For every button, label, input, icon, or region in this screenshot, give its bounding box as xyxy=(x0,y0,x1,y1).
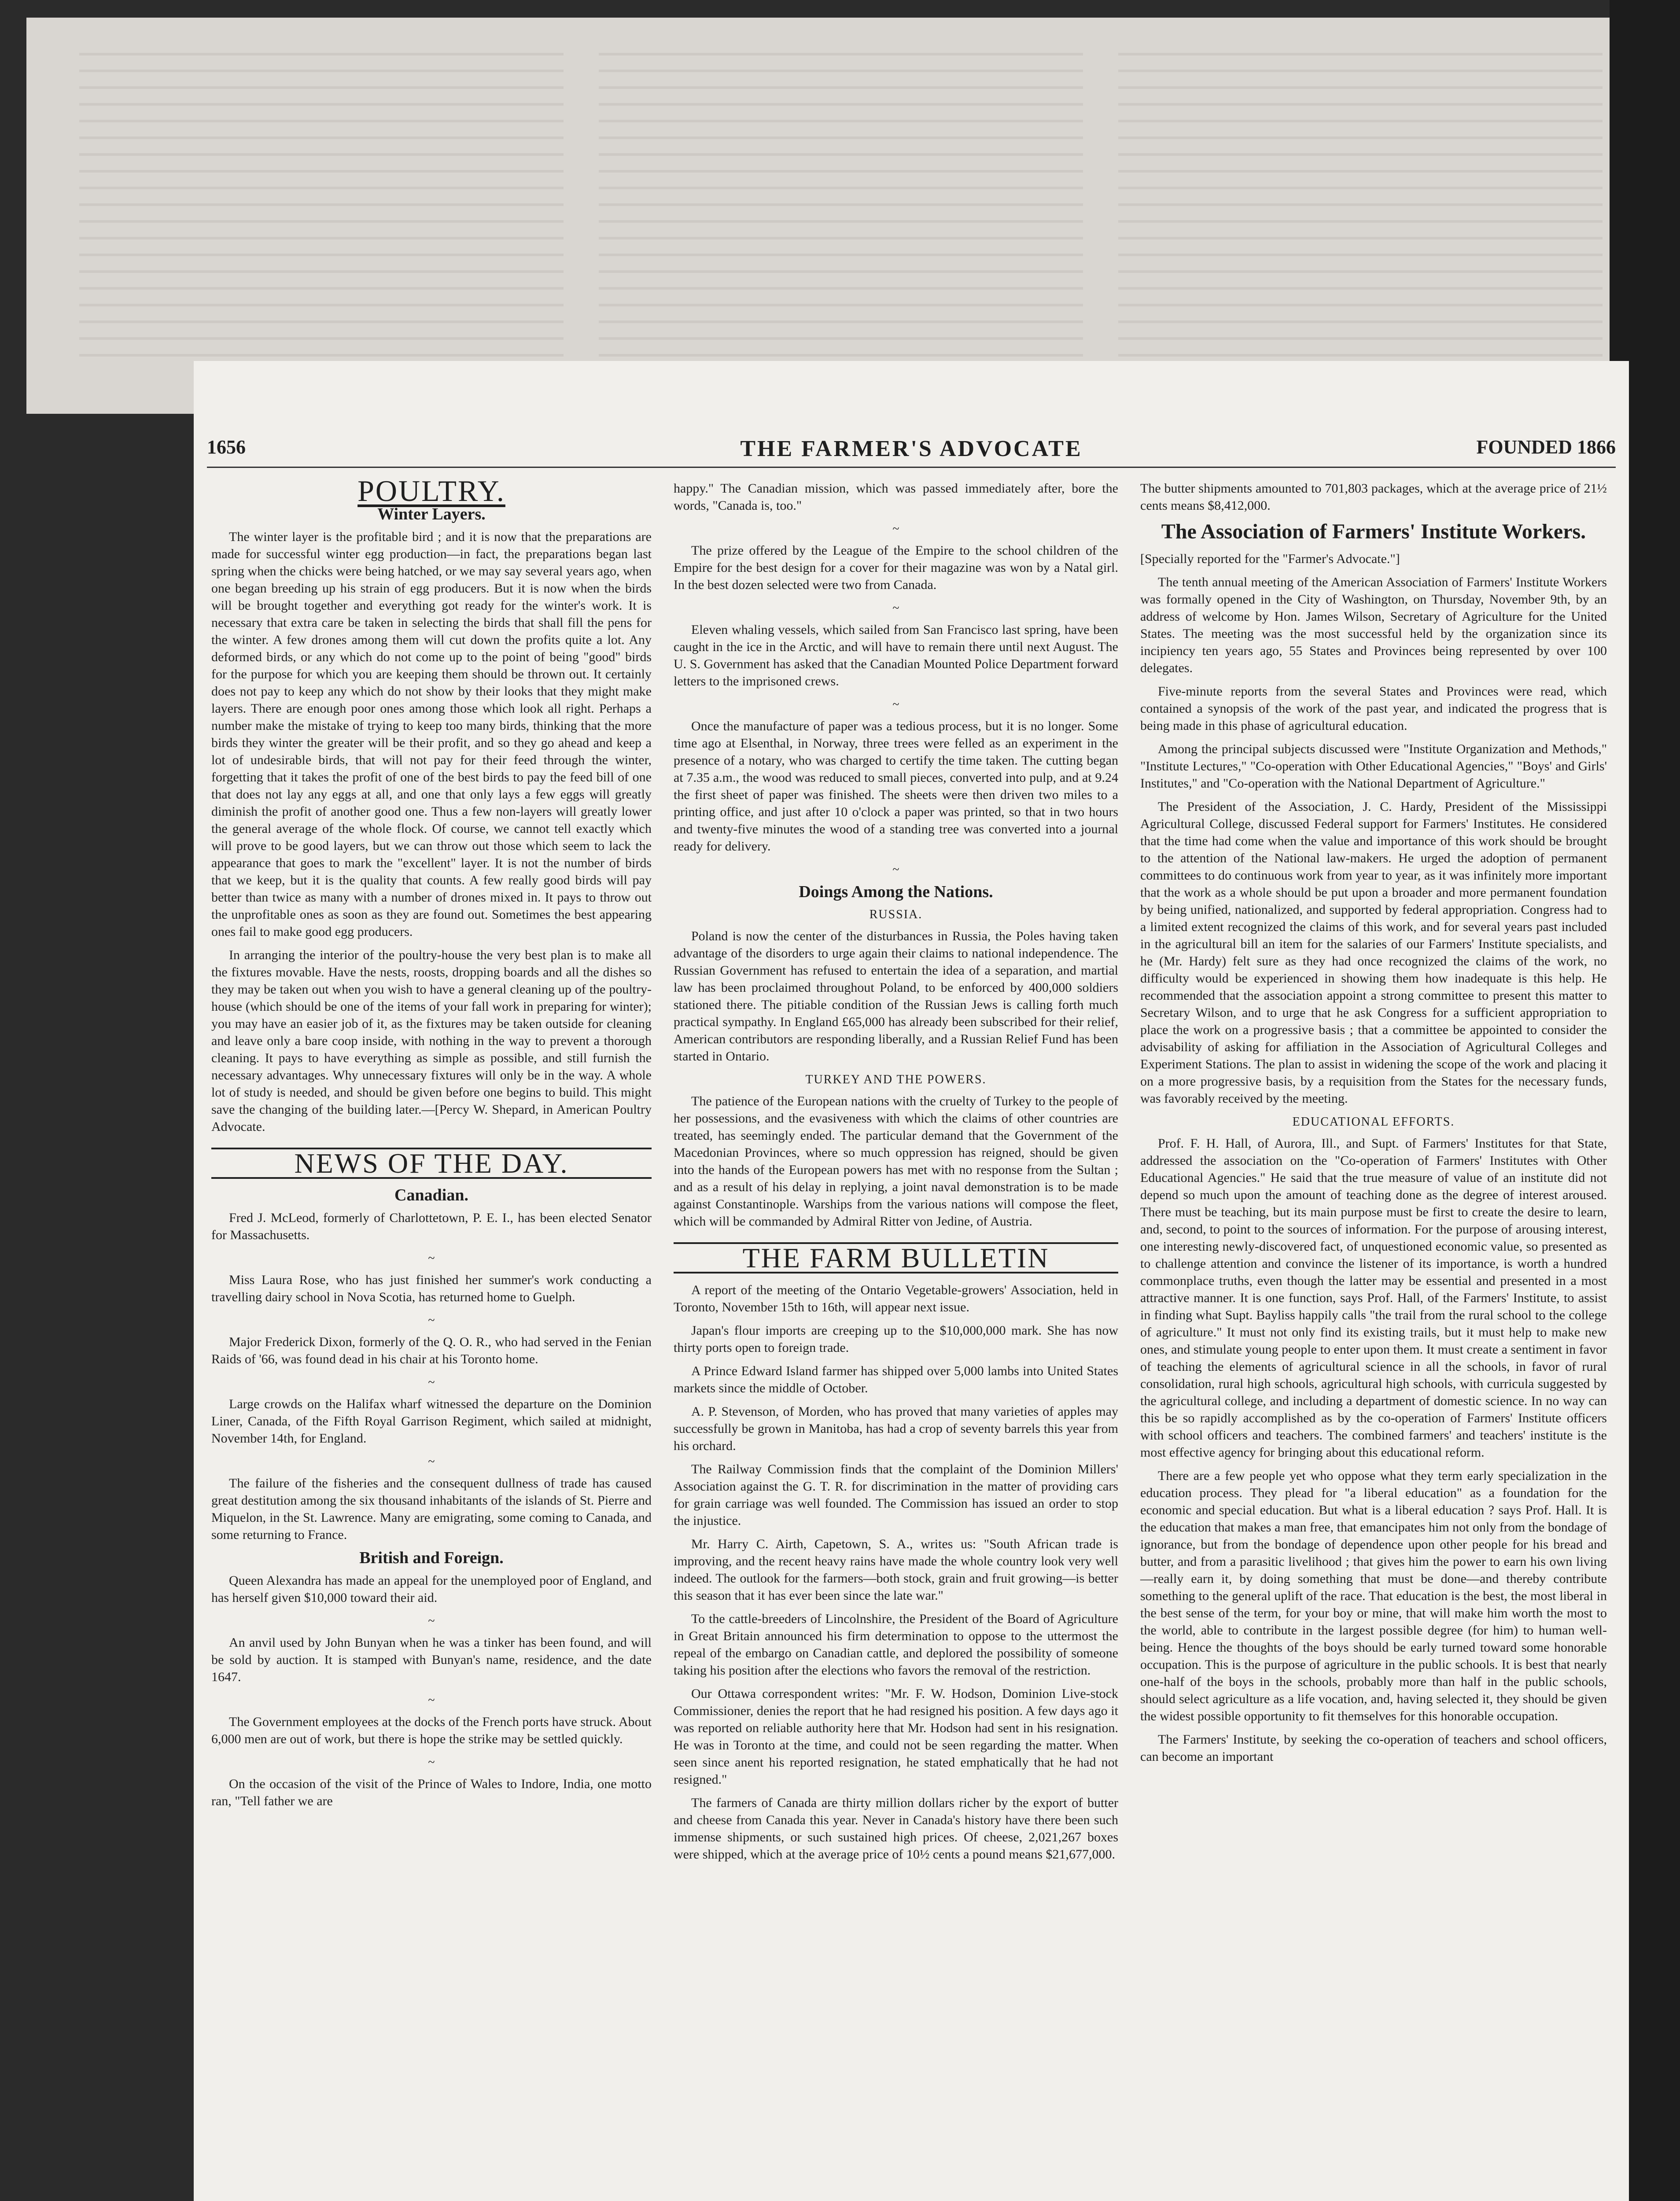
news-item: Fred J. McLeod, formerly of Charlottetown, P. E. I., has been elected Senator for Massachusetts. xyxy=(211,1211,652,1242)
paragraph: The prize offered by the League of the Empire to the school children of the Empire for the best design for a cover for their magazine was won by a Natal girl. In the best dozen selected were two from Canada. xyxy=(674,543,1118,592)
separator: ~ xyxy=(428,1756,435,1769)
separator: ~ xyxy=(892,698,899,711)
founded-line: FOUNDED 1866 xyxy=(1476,436,1616,458)
news-item: Major Frederick Dixon, formerly of the Q. O. R., who had served in the Fenian Raids of '66, was found dead in his chair at his Toronto home. xyxy=(211,1335,652,1366)
bulletin-item: The farmers of Canada are thirty million dollars richer by the export of butter and cheese from Canada this year. Never in Canada's history have there been such immense shipments, or such sustained high prices. Of cheese, 2,021,267 boxes were shipped, which at the average price of 10½ cents a pound means $21,677,000. xyxy=(674,1796,1118,1862)
news-item: Queen Alexandra has made an appeal for the unemployed poor of England, and has herself given $10,000 toward their aid. xyxy=(211,1573,652,1605)
bleed-text-left xyxy=(79,53,564,361)
bulletin-item: Our Ottawa correspondent writes: "Mr. F. W. Hodson, Dominion Live-stock Commissioner, denies the report that he had resigned his position. A few days ago it was reported on reliable authority here that Mr. Hodson had sent in his resignation. He was in Toronto at the time, and could not be seen regarding the matter. When seen since anent his reported resignation, he stated emphatically that he had not resigned." xyxy=(674,1686,1118,1787)
separator: ~ xyxy=(892,522,899,536)
separator: ~ xyxy=(428,1693,435,1707)
educational-efforts-subhead: EDUCATIONAL EFFORTS. xyxy=(1292,1115,1455,1129)
article-title: Winter Layers. xyxy=(377,505,486,523)
bulletin-item: To the cattle-breeders of Lincolnshire, the President of the Board of Agriculture in Great Britain announced his firm determination to oppose to the uttermost the repeal of the embargo on Canadian cattle, and deplored the possibility of someone taking his position after the elections who favors the removal of the restriction. xyxy=(674,1612,1118,1678)
separator: ~ xyxy=(428,1376,435,1389)
column-1 xyxy=(211,474,652,1816)
paragraph: Among the principal subjects discussed were "Institute Organization and Methods," "Institute Lectures," "Co-operation with Other Educational Agencies," "Boys' and Girls' Institutes," and "Co-operation with the National Department of Agriculture." xyxy=(1140,742,1607,791)
turkey-subhead: TURKEY AND THE POWERS. xyxy=(805,1073,987,1086)
paragraph: The patience of the European nations with the cruelty of Turkey to the people of her possessions, and the evasiveness with which the claims of other countries are treated, has seemingly ended. The particular demand that the Government of the Macedonian Provinces, where so much oppression has reigned, should be given into the hands of the European powers has met with no response from the Sultan ; and as a result of his delay in replying, a joint naval demonstration is to be made against Constantinople. Warships from the various nations will compose the fleet, which will be commanded by Admiral Ritter von Jedine, of Austria. xyxy=(674,1094,1118,1229)
head-rule xyxy=(207,467,1616,468)
paragraph: The President of the Association, J. C. Hardy, President of the Mississippi Agricultural College, discussed Federal support for Farmers' Institutes. He considered that the time had come when the value and importance of this work should be brought to the attention of the National law-makers. He urged the adoption of permanent committees to do continuous work from year to year, as it was infinitely more important that the work as a whole should be put upon a broader and more permanent foundation by being unified, nationalized, and supported by federal appropriation. Congress had to a limited extent recognized the claims of this work, and for several years past included in the agricultural bill an item for the salaries of our Farmers' Institute specialists, and he (Mr. Hardy) felt sure as they had once recognized the claims of the work, no difficulty would be experienced in showing them how inadequate is this help. He recommended that the association appoint a strong committee to present this matter to Secretary Wilson, and to urge that he ask Congress for a sufficient appropriation to place the work on a progressive basis ; that a committee be appointed to consider the advisability of asking for affiliation in the Association of Agricultural Colleges and Experiment Stations. The plan to assist in widening the scope of the work and placing it on a more progressive basis, by a requisition from the States for the necessary funds, was favorably received by the meeting. xyxy=(1140,799,1607,1106)
paragraph: happy." The Canadian mission, which was passed immediately after, bore the words, "Canada is, too." xyxy=(674,481,1118,513)
page-number: 1656 xyxy=(207,436,246,458)
bleed-text-center xyxy=(599,53,1083,361)
canadian-subhead: Canadian. xyxy=(394,1186,468,1204)
separator: ~ xyxy=(428,1251,435,1265)
paragraph: The Farmers' Institute, by seeking the co-operation of teachers and school officers, can become an important xyxy=(1140,1732,1607,1764)
bulletin-item: A. P. Stevenson, of Morden, who has proved that many varieties of apples may successfully be grown in Manitoba, has had a crop of seventy barrels this year from his orchard. xyxy=(674,1404,1118,1453)
facing-page-bleed xyxy=(26,18,1647,414)
bulletin-item: The Railway Commission finds that the complaint of the Dominion Millers' Association against the G. T. R. for discrimination in the matter of providing cars for grain carriage was well founded. The Commission has issued an order to stop the injustice. xyxy=(674,1462,1118,1528)
bulletin-item: Japan's flour imports are creeping up to the $10,000,000 mark. She has now thirty ports open to foreign trade. xyxy=(674,1323,1118,1355)
british-foreign-subhead: British and Foreign. xyxy=(359,1549,504,1567)
byline: [Specially reported for the "Farmer's Advocate."] xyxy=(1140,552,1400,566)
separator: ~ xyxy=(892,601,899,615)
paragraph: The butter shipments amounted to 701,803 packages, which at the average price of 21½ cents means $8,412,000. xyxy=(1140,481,1607,513)
bulletin-item: Mr. Harry C. Airth, Capetown, S. A., writes us: "South African trade is improving, and the recent heavy rains have made the whole country look very well indeed. The outlook for the farmers—both stock, grain and fruit growing—is better this season that it has ever been since the late war." xyxy=(674,1537,1118,1603)
bulletin-item: A report of the meeting of the Ontario Vegetable-growers' Association, held in Toronto, November 15th to 16th, will appear next issue. xyxy=(674,1283,1118,1314)
separator: ~ xyxy=(428,1614,435,1628)
newspaper-page xyxy=(194,361,1629,2201)
news-of-the-day-heading: NEWS OF THE DAY. xyxy=(211,1148,652,1179)
separator: ~ xyxy=(428,1314,435,1327)
column-2 xyxy=(674,480,1118,1869)
bulletin-item: A Prince Edward Island farmer has shipped over 5,000 lambs into United States markets since the middle of October. xyxy=(674,1364,1118,1395)
paragraph: The winter layer is the profitable bird ; and it is now that the preparations are made for successful winter egg production—in fact, the preparations began last spring when the chicks were being hatched, or we may say several years ago, when one began breeding up his strain of egg producers. But it is now when the birds will be brought together and everything got ready for the winter's work. It is necessary that extra care be taken in selecting the birds that shall fill the pens for the winter. A few drones among them will cut down the profits quite a lot. Any deformed birds, or any which do not come up to the point of being "good" birds for the purpose for which you are keeping them should be thrown out. It certainly does not pay to keep any which do not show by their looks that they might make layers. There are enough poor ones among those which look all right. Perhaps a number make the mistake of trying to keep too many birds, thinking that the more birds they winter the greater will be their profit, and so they go ahead and keep a lot of undesirable birds, that will not pay for their feed through the winter, forgetting that it takes the profit of one of the best birds to pay the feed bill of one that does not lay any eggs at all, and one that only lays a few eggs will greatly diminish the profit of another good one. Thus a few non-layers will greatly lower the general average of the whole flock. Of course, we cannot tell exactly which will prove to be good layers, but we can throw out those which seem to lack the appearance that goes to mark the "excellent" layer. It is not the number of birds that we keep, but it is the quality that counts. A few really good birds will pay better than twice as many with a number of drones mixed in. It pays to throw out the unprofitable ones as soon as they are found out. Sometimes the best appearing ones fail to make good egg producers. xyxy=(211,530,652,939)
paragraph: Poland is now the center of the disturbances in Russia, the Poles having taken advantage of the disorders to urge again their claims to national independence. The Russian Government has refused to entertain the idea of a separation, and martial law has been proclaimed throughout Poland, to be enforced by 400,000 soldiers stationed there. The pitiable condition of the Russian Jews is calling forth much practical sympathy. In England £65,000 has already been subscribed for their relief, American contributors are responding liberally, and a Russian Relief Fund has been started in Ontario. xyxy=(674,929,1118,1064)
paragraph: The tenth annual meeting of the American Association of Farmers' Institute Workers was formally opened in the City of Washington, on Thursday, November 9th, by an address of welcome by Hon. James Wilson, Secretary of Agriculture for the United States. The meeting was the most successful held by the organization since its incipiency ten years ago, 55 States and Provinces being represented by over 100 delegates. xyxy=(1140,575,1607,675)
paragraph: Eleven whaling vessels, which sailed from San Francisco last spring, have been caught in the ice in the Arctic, and will have to remain there until next August. The U. S. Government has asked that the Canadian Mounted Police Department forward letters to the imprisoned crews. xyxy=(674,622,1118,688)
news-item: An anvil used by John Bunyan when he was a tinker has been found, and will be sold by auction. It is stamped with Bunyan's name, residence, and the date 1647. xyxy=(211,1635,652,1684)
association-heading: The Association of Farmers' Institute Workers. xyxy=(1161,520,1586,543)
farm-bulletin-heading: THE FARM BULLETIN xyxy=(674,1242,1118,1273)
column-3 xyxy=(1140,480,1607,1771)
separator: ~ xyxy=(892,863,899,876)
running-head xyxy=(207,436,1616,462)
poultry-heading: POULTRY. xyxy=(357,474,505,508)
paragraph: There are a few people yet who oppose what they term early specialization in the education process. They plead for "a liberal education" as a foundation for the economic and special education. But what is a liberal education ? says Prof. Hall. It is the education that makes a man free, that emancipates him not only from the bondage of ignorance, but from the bondage of dependence upon other people for his bread and butter, and from a parasitic livelihood ; that gives him the power to earn his own living—really earn it, by doing something that must be done—and thereby contribute something to the general uplift of the race. That education is the best, the most liberal in the best sense of the term, for your boy or mine, that will make him worth the most to the world, able to contribute in the largest possible degree (for him) to human well-being. Hence the thoughts of the boys should be early turned toward some honorable occupation. This is the purpose of agriculture in the public schools. It is best that nearly one-half of the boys in the schools, probably more than half in the public schools, should select agriculture as a life vocation, and, having selected it, they should be given the widest possible opportunity to fit themselves for this honorable occupation. xyxy=(1140,1469,1607,1723)
news-item: The Government employees at the docks of the French ports have struck. About 6,000 men are out of work, but there is hope the strike may be settled quickly. xyxy=(211,1715,652,1746)
news-item: Miss Laura Rose, who has just finished her summer's work conducting a travelling dairy school in Nova Scotia, has returned home to Guelph. xyxy=(211,1273,652,1304)
bleed-text-right xyxy=(1118,53,1603,361)
paragraph: Five-minute reports from the several States and Provinces were read, which contained a synopsis of the work of the past year, and indicated the progress that is being made in this phase of agricultural education. xyxy=(1140,684,1607,733)
news-item: On the occasion of the visit of the Prince of Wales to Indore, India, one motto ran, "Tell father we are xyxy=(211,1777,652,1808)
paragraph: In arranging the interior of the poultry-house the very best plan is to make all the fixtures movable. Have the nests, roosts, dropping boards and all the dishes so they may be taken out when you wish to have a general cleaning up of the poultry-house (which should be one of the items of your fall work in preparing for winter); you may have an easier job of it, as the fixtures may be taken outside for cleaning and leave only a bare coop inside, with nothing in the way to prevent a thorough cleaning. It pays to have everything as simple as possible, and still furnish the necessary advantages. Why unnecessary fixtures will only be in the way. A whole lot of study is needed, and should be given before one begins to build. This might save the changing of the building later.—[Percy W. Shepard, in American Poultry Advocate. xyxy=(211,948,652,1134)
masthead: THE FARMER'S ADVOCATE xyxy=(740,436,1083,461)
russia-subhead: RUSSIA. xyxy=(869,908,923,921)
paragraph: Prof. F. H. Hall, of Aurora, Ill., and Supt. of Farmers' Institutes for that State, addressed the association on the "Co-operation of Farmers' Institutes with Other Educational Agencies." He said that the true measure of value of an institute did not depend so much upon the amount of teaching done as the degree of interest aroused. There must be teaching, but its main purpose must be first to create the desire to learn, and, second, to point to the sources of information. For the purpose of arousing interest, one interesting newly-discovered fact, of unquestioned economic value, so presented as to challenge attention and convince the listener of its importance, is worth a hundred commonplace truths, even though the latter may be essential and presented in a most attractive manner. It is one function, says Prof. Hall, of the Farmers' Institute, to assist in finding what Supt. Bayliss happily calls "the trail from the rural school to the college of agriculture." It must not only find its existing trails, but it must help to make new ones, and stimulate young people to enter upon them. It must create a sentiment in favor of teaching the elements of agricultural science in all the schools, in favor of rural consolidation, rural high schools, agricultural high schools, with curricula suggested by the agricultural college, and including a department of domestic science. In no way can this be so rapidly accomplished as by the co-operation of Farmers' Institute officers with school officers and teachers. The combined farmers' and teachers' institute is the most effective agency for bringing about this educational reform. xyxy=(1140,1136,1607,1460)
separator: ~ xyxy=(428,1455,435,1469)
news-item: The failure of the fisheries and the consequent dullness of trade has caused great destitution among the six thousand inhabitants of the islands of St. Pierre and Miquelon, in the St. Lawrence. Many are emigrating, some coming to Canada, and some returning to France. xyxy=(211,1476,652,1542)
doings-subhead: Doings Among the Nations. xyxy=(799,883,993,901)
news-item: Large crowds on the Halifax wharf witnessed the departure on the Dominion Liner, Canada, of the Fifth Royal Garrison Regiment, which sailed at midnight, November 14th, for England. xyxy=(211,1397,652,1446)
paragraph: Once the manufacture of paper was a tedious process, but it is no longer. Some time ago at Elsenthal, in Norway, three trees were felled as an experiment in the presence of a notary, who was charged to certify the time taken. The cutting began at 7.35 a.m., the wood was reduced to small pieces, converted into pulp, and at 9.24 the first sheet of paper was finished. The sheets were then driven two miles to a printing office, and just after 10 o'clock a paper was printed, so that in two hours and twenty-five minutes the wood of a standing tree was converted into a journal ready for delivery. xyxy=(674,719,1118,854)
